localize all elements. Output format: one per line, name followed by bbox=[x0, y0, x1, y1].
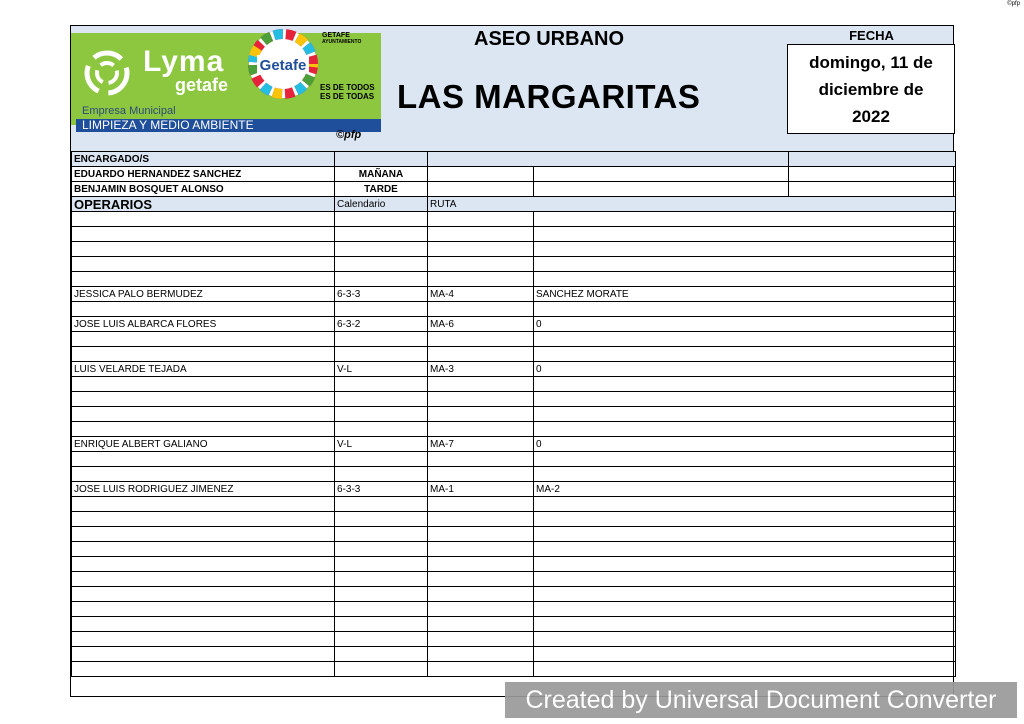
operario-name: JOSE LUIS RODRIGUEZ JIMENEZ bbox=[72, 482, 335, 497]
getafe-sdg-wheel-icon bbox=[247, 28, 319, 100]
operario-calendario bbox=[335, 272, 428, 287]
operario-name bbox=[72, 632, 335, 647]
operario-name bbox=[72, 512, 335, 527]
operario-extra: 0 bbox=[534, 437, 956, 452]
operario-ruta: MA-1 bbox=[428, 482, 534, 497]
operario-extra: 0 bbox=[534, 362, 956, 377]
operario-calendario bbox=[335, 377, 428, 392]
operario-extra: MA-2 bbox=[534, 482, 956, 497]
operario-ruta bbox=[428, 572, 534, 587]
operario-ruta bbox=[428, 587, 534, 602]
service-title: ASEO URBANO bbox=[474, 28, 625, 50]
pfp-mark: ©pfp bbox=[336, 129, 362, 141]
operario-extra bbox=[534, 422, 956, 437]
fecha-line-2: diciembre de bbox=[818, 80, 924, 99]
operario-extra bbox=[534, 257, 956, 272]
operario-name bbox=[72, 572, 335, 587]
operario-extra bbox=[534, 332, 956, 347]
operario-name bbox=[72, 302, 335, 317]
table-cell bbox=[534, 182, 789, 197]
operario-row bbox=[72, 467, 956, 482]
operario-ruta bbox=[428, 662, 534, 677]
operario-calendario bbox=[335, 452, 428, 467]
operarios-header-row bbox=[72, 197, 956, 212]
es-de-todos-slogan bbox=[320, 83, 375, 101]
operario-name bbox=[72, 527, 335, 542]
operario-calendario bbox=[335, 527, 428, 542]
operario-extra bbox=[534, 662, 956, 677]
operario-ruta: MA-4 bbox=[428, 287, 534, 302]
operario-name bbox=[72, 227, 335, 242]
operario-extra bbox=[534, 467, 956, 482]
table-cell bbox=[335, 152, 428, 167]
operario-row bbox=[72, 572, 956, 587]
operario-extra bbox=[534, 452, 956, 467]
operario-name bbox=[72, 602, 335, 617]
operario-row bbox=[72, 602, 956, 617]
empresa-municipal-label: Empresa Municipal bbox=[82, 105, 176, 117]
operario-name bbox=[72, 212, 335, 227]
operario-name: JOSE LUIS ALBARCA FLORES bbox=[72, 317, 335, 332]
operario-calendario bbox=[335, 467, 428, 482]
operario-ruta bbox=[428, 467, 534, 482]
table-cell bbox=[428, 167, 534, 182]
operario-ruta: MA-6 bbox=[428, 317, 534, 332]
operario-calendario bbox=[335, 332, 428, 347]
operario-row bbox=[72, 422, 956, 437]
operario-extra bbox=[534, 512, 956, 527]
operario-extra bbox=[534, 497, 956, 512]
table-cell bbox=[789, 182, 956, 197]
operario-ruta bbox=[428, 617, 534, 632]
operario-calendario bbox=[335, 662, 428, 677]
operario-ruta: MA-3 bbox=[428, 362, 534, 377]
operario-extra bbox=[534, 392, 956, 407]
fecha-line-1: domingo, 11 de bbox=[809, 53, 933, 72]
getafe-ayuntamiento-mark bbox=[322, 32, 361, 45]
operario-calendario: 6-3-3 bbox=[335, 287, 428, 302]
operario-ruta bbox=[428, 452, 534, 467]
getafe-ayto-label: GETAFE bbox=[322, 32, 350, 39]
operario-calendario bbox=[335, 422, 428, 437]
operarios-title: OPERARIOS bbox=[72, 197, 335, 212]
operario-calendario bbox=[335, 242, 428, 257]
operario-extra bbox=[534, 557, 956, 572]
schedule-table bbox=[71, 151, 956, 677]
getafe-wheel-text: Getafe bbox=[259, 57, 307, 74]
table-cell bbox=[428, 152, 789, 167]
operario-row bbox=[72, 632, 956, 647]
operario-extra bbox=[534, 632, 956, 647]
operario-extra bbox=[534, 272, 956, 287]
operario-name bbox=[72, 392, 335, 407]
operario-calendario bbox=[335, 647, 428, 662]
operario-calendario bbox=[335, 257, 428, 272]
slogan-line-1: ES DE TODOS bbox=[320, 83, 375, 92]
operario-calendario bbox=[335, 497, 428, 512]
operario-name bbox=[72, 617, 335, 632]
operario-extra bbox=[534, 347, 956, 362]
operario-row bbox=[72, 362, 956, 377]
operario-ruta bbox=[428, 602, 534, 617]
operario-calendario bbox=[335, 512, 428, 527]
operario-name bbox=[72, 557, 335, 572]
operario-row bbox=[72, 452, 956, 467]
corner-copyright-mark: ©pfp bbox=[1007, 1, 1020, 7]
encargado-name: BENJAMIN BOSQUET ALONSO bbox=[72, 182, 335, 197]
operario-calendario bbox=[335, 617, 428, 632]
encargado-name: EDUARDO HERNANDEZ SANCHEZ bbox=[72, 167, 335, 182]
operario-row bbox=[72, 527, 956, 542]
operario-ruta bbox=[428, 647, 534, 662]
operario-name bbox=[72, 497, 335, 512]
operario-ruta bbox=[428, 257, 534, 272]
operario-name: JESSICA PALO BERMUDEZ bbox=[72, 287, 335, 302]
operario-row bbox=[72, 212, 956, 227]
operario-name bbox=[72, 407, 335, 422]
table-cell bbox=[428, 182, 534, 197]
operario-extra bbox=[534, 527, 956, 542]
ayuntamiento-label: AYUNTAMIENTO bbox=[322, 39, 362, 45]
header-band bbox=[71, 26, 953, 152]
operario-calendario: 6-3-3 bbox=[335, 482, 428, 497]
operario-calendario bbox=[335, 572, 428, 587]
operario-extra bbox=[534, 212, 956, 227]
operario-ruta bbox=[428, 377, 534, 392]
operario-name: LUIS VELARDE TEJADA bbox=[72, 362, 335, 377]
table-cell bbox=[789, 152, 956, 167]
operario-ruta bbox=[428, 632, 534, 647]
operario-name bbox=[72, 332, 335, 347]
operario-row bbox=[72, 242, 956, 257]
fecha-value bbox=[787, 44, 955, 134]
operario-calendario bbox=[335, 347, 428, 362]
lyma-logo bbox=[71, 33, 381, 132]
operario-row bbox=[72, 272, 956, 287]
operario-name bbox=[72, 242, 335, 257]
operario-ruta bbox=[428, 512, 534, 527]
encargados-header-row bbox=[72, 152, 956, 167]
converter-watermark: Created by Universal Document Converter bbox=[505, 682, 1017, 718]
operario-row bbox=[72, 317, 956, 332]
operario-row bbox=[72, 332, 956, 347]
operario-row bbox=[72, 407, 956, 422]
operario-ruta bbox=[428, 542, 534, 557]
operario-ruta bbox=[428, 422, 534, 437]
table-cell bbox=[789, 167, 956, 182]
fecha-label: FECHA bbox=[849, 28, 894, 43]
operario-name bbox=[72, 587, 335, 602]
encargados-title: ENCARGADO/S bbox=[72, 152, 335, 167]
slogan-line-2: ES DE TODAS bbox=[320, 92, 375, 101]
operario-name: ENRIQUE ALBERT GALIANO bbox=[72, 437, 335, 452]
operario-row bbox=[72, 437, 956, 452]
lyma-sub-wordmark: getafe bbox=[175, 75, 229, 95]
zone-title: LAS MARGARITAS bbox=[397, 78, 701, 115]
lyma-swirl-icon bbox=[81, 47, 133, 99]
operario-row bbox=[72, 497, 956, 512]
operario-calendario bbox=[335, 407, 428, 422]
operario-calendario: V-L bbox=[335, 437, 428, 452]
operario-calendario bbox=[335, 602, 428, 617]
operario-ruta bbox=[428, 242, 534, 257]
operario-calendario bbox=[335, 632, 428, 647]
lyma-wordmark: Lyma bbox=[143, 45, 225, 78]
operario-ruta bbox=[428, 407, 534, 422]
operario-calendario: V-L bbox=[335, 362, 428, 377]
limpieza-label: LIMPIEZA Y MEDIO AMBIENTE bbox=[76, 119, 381, 132]
operario-row bbox=[72, 287, 956, 302]
operario-extra: SANCHEZ MORATE bbox=[534, 287, 956, 302]
operario-extra bbox=[534, 587, 956, 602]
operario-extra bbox=[534, 407, 956, 422]
operario-row bbox=[72, 557, 956, 572]
calendario-column-header: Calendario bbox=[335, 197, 428, 212]
encargado-row bbox=[72, 167, 956, 182]
operario-ruta bbox=[428, 392, 534, 407]
operario-name bbox=[72, 377, 335, 392]
operario-calendario bbox=[335, 227, 428, 242]
operario-row bbox=[72, 542, 956, 557]
operario-calendario bbox=[335, 392, 428, 407]
operario-row bbox=[72, 617, 956, 632]
operario-calendario bbox=[335, 302, 428, 317]
encargado-turno: MAÑANA bbox=[335, 167, 428, 182]
operario-extra bbox=[534, 617, 956, 632]
operario-ruta bbox=[428, 347, 534, 362]
operario-ruta bbox=[428, 497, 534, 512]
operario-row bbox=[72, 587, 956, 602]
operario-row bbox=[72, 647, 956, 662]
encargado-turno: TARDE bbox=[335, 182, 428, 197]
operario-calendario bbox=[335, 587, 428, 602]
fecha-line-3: 2022 bbox=[852, 107, 890, 126]
operario-extra bbox=[534, 377, 956, 392]
operario-extra bbox=[534, 572, 956, 587]
operario-name bbox=[72, 272, 335, 287]
operario-calendario: 6-3-2 bbox=[335, 317, 428, 332]
operario-name bbox=[72, 542, 335, 557]
operario-extra bbox=[534, 647, 956, 662]
operario-extra bbox=[534, 227, 956, 242]
operario-name bbox=[72, 257, 335, 272]
operario-ruta bbox=[428, 272, 534, 287]
schedule-sheet bbox=[70, 25, 954, 697]
operario-calendario bbox=[335, 542, 428, 557]
operario-name bbox=[72, 647, 335, 662]
operario-ruta bbox=[428, 557, 534, 572]
operario-name bbox=[72, 347, 335, 362]
operario-extra bbox=[534, 602, 956, 617]
operario-ruta: MA-7 bbox=[428, 437, 534, 452]
operario-calendario bbox=[335, 557, 428, 572]
encargado-row bbox=[72, 182, 956, 197]
operario-extra bbox=[534, 302, 956, 317]
table-cell bbox=[534, 167, 789, 182]
operario-row bbox=[72, 302, 956, 317]
operario-calendario bbox=[335, 212, 428, 227]
operario-row bbox=[72, 377, 956, 392]
operario-extra: 0 bbox=[534, 317, 956, 332]
operario-name bbox=[72, 662, 335, 677]
operario-name bbox=[72, 422, 335, 437]
operario-row bbox=[72, 347, 956, 362]
ruta-column-header: RUTA bbox=[428, 197, 956, 212]
operario-extra bbox=[534, 542, 956, 557]
operario-name bbox=[72, 452, 335, 467]
operario-row bbox=[72, 227, 956, 242]
operario-ruta bbox=[428, 227, 534, 242]
operario-name bbox=[72, 467, 335, 482]
operario-ruta bbox=[428, 332, 534, 347]
operario-row bbox=[72, 662, 956, 677]
operario-row bbox=[72, 482, 956, 497]
operario-ruta bbox=[428, 527, 534, 542]
operario-extra bbox=[534, 242, 956, 257]
operario-row bbox=[72, 512, 956, 527]
operario-row bbox=[72, 392, 956, 407]
operario-row bbox=[72, 257, 956, 272]
operario-ruta bbox=[428, 212, 534, 227]
operario-ruta bbox=[428, 302, 534, 317]
